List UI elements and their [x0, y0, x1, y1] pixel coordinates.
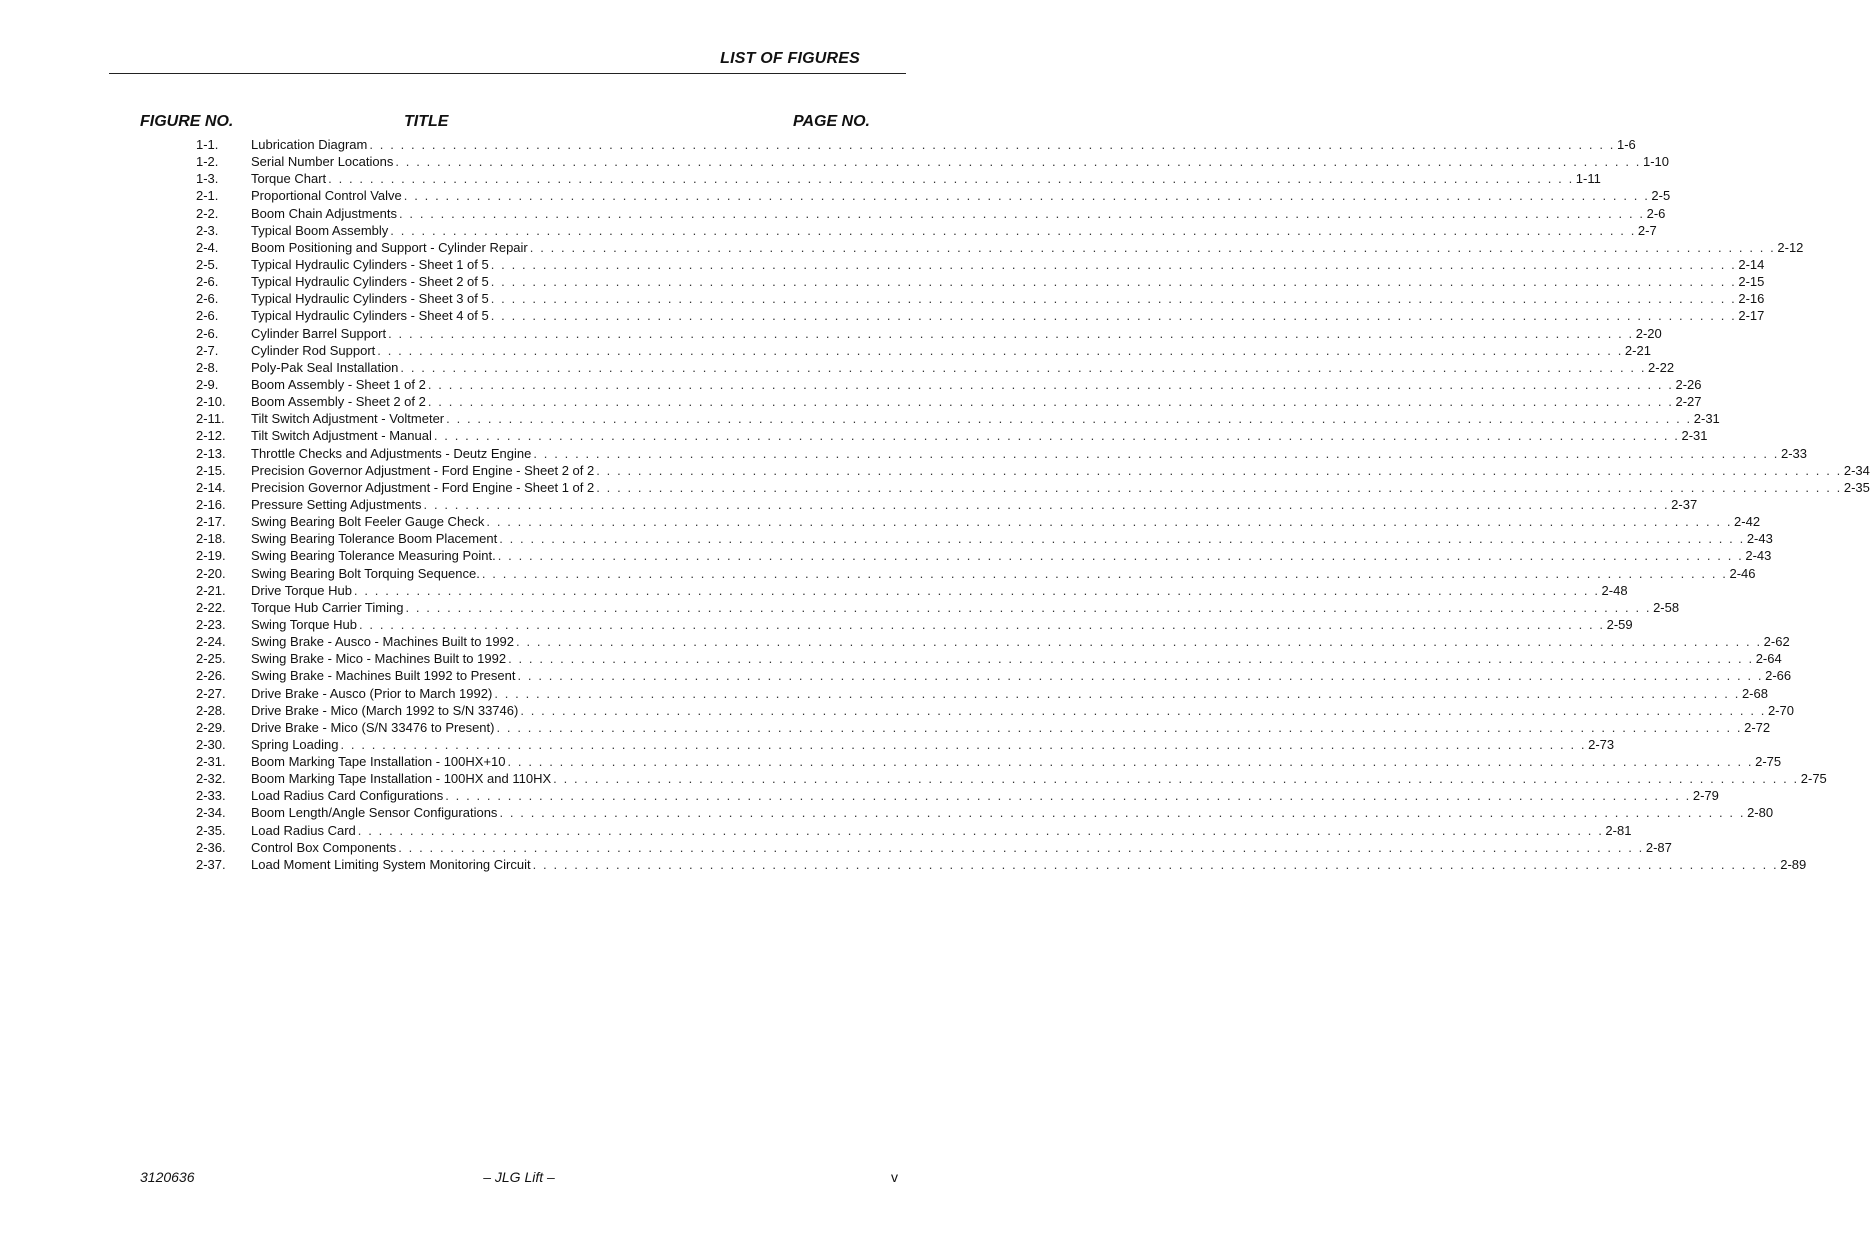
- figure-title: Drive Brake - Mico (March 1992 to S/N 33746): [251, 702, 519, 718]
- figure-list: [196, 136, 1870, 873]
- figure-page-number: 2-31: [1681, 428, 1708, 444]
- figure-page-number: 2-27: [1675, 394, 1702, 410]
- figure-title: Typical Hydraulic Cylinders - Sheet 1 of 5: [251, 256, 489, 272]
- figure-number: 2-34.: [196, 805, 226, 821]
- list-item[interactable]: [196, 547, 1772, 564]
- figure-page-number: 2-89: [1780, 856, 1807, 872]
- figure-number: 2-10.: [196, 394, 226, 410]
- figure-page-number: 2-59: [1606, 616, 1633, 632]
- dot-leader: . . . . . . . . . . . . . . . . . . . . . . . . . . . . . . . . . . . . . . . . . . . . . . . . . . . . . . . . . . . . . . . . . . . . . . . . . . . . . . . . . . . . . . . . . . . . . . . . . . . . . . . . . . . . . . . . . . . . . . . .: [369, 137, 1615, 152]
- list-item[interactable]: [196, 565, 1756, 582]
- dot-leader: . . . . . . . . . . . . . . . . . . . . . . . . . . . . . . . . . . . . . . . . . . . . . . . . . . . . . . . . . . . . . . . . . . . . . . . . . . . . . . . . . . . . . . . . . . . . . . . . . . . . . . . . . . . . . . . . . . . . . . . .: [427, 376, 1674, 392]
- figure-number: 1-2.: [196, 154, 219, 170]
- dot-leader: . . . . . . . . . . . . . . . . . . . . . . . . . . . . . . . . . . . . . . . . . . . . . . . . . . . . . . . . . . . . . . . . . . . . . . . . . . . . . . . . . . . . . . . . . . . . . . . . . . . . . . . . . . . . . . . . . . . . . . . .: [490, 256, 1737, 272]
- dot-leader: . . . . . . . . . . . . . . . . . . . . . . . . . . . . . . . . . . . . . . . . . . . . . . . . . . . . . . . . . . . . . . . . . . . . . . . . . . . . . . . . . . . . . . . . . . . . . . . . . . . . . . . . . . . . . . . . . . . . . . . .: [328, 171, 1574, 187]
- list-item[interactable]: [196, 187, 1671, 204]
- figure-number: 2-21.: [196, 582, 226, 598]
- list-item[interactable]: [196, 719, 1771, 736]
- figure-title: Boom Chain Adjustments: [251, 205, 397, 221]
- figure-page-number: 2-64: [1755, 651, 1782, 667]
- figure-number: 2-31.: [196, 754, 226, 770]
- dot-leader: . . . . . . . . . . . . . . . . . . . . . . . . . . . . . . . . . . . . . . . . . . . . . . . . . . . . . . . . . . . . . . . . . . . . . . . . . . . . . . . . . . . . . . . . . . . . . . . . . . . . . . . . . . . . . . . . . . . . . . . .: [520, 702, 1766, 718]
- dot-leader: . . . . . . . . . . . . . . . . . . . . . . . . . . . . . . . . . . . . . . . . . . . . . . . . . . . . . . . . . . . . . . . . . . . . . . . . . . . . . . . . . . . . . . . . . . . . . . . . . . . . . . . . . . . . . . . . . . . . . . . .: [340, 736, 1587, 752]
- dot-leader: . . . . . . . . . . . . . . . . . . . . . . . . . . . . . . . . . . . . . . . . . . . . . . . . . . . . . . . . . . . . . . . . . . . . . . . . . . . . . . . . . . . . . . . . . . . . . . . . . . . . . . . . . . . . . . . . . . . . . . . .: [497, 548, 1744, 564]
- figure-page-number: 2-37: [1671, 496, 1698, 512]
- figure-title: Boom Positioning and Support - Cylinder Repair: [251, 239, 528, 255]
- list-item[interactable]: [196, 496, 1698, 513]
- figure-page-number: 2-7: [1637, 222, 1657, 238]
- dot-leader: . . . . . . . . . . . . . . . . . . . . . . . . . . . . . . . . . . . . . . . . . . . . . . . . . . . . . . . . . . . . . . . . . . . . . . . . . . . . . . . . . . . . . . . . . . . . . . . . . . . . . . . . . . . . . . . . . . . . . . . .: [517, 668, 1764, 684]
- dot-leader: . . . . . . . . . . . . . . . . . . . . . . . . . . . . . . . . . . . . . . . . . . . . . . . . . . . . . . . . . . . . . . . . . . . . . . . . . . . . . . . . . . . . . . . . . . . . . . . . . . . . . . . . . . . . . . . . . . . . . . . .: [405, 599, 1652, 615]
- figure-number: 2-16.: [196, 496, 226, 512]
- list-item[interactable]: [196, 376, 1702, 393]
- figure-title: Cylinder Rod Support: [251, 342, 376, 358]
- figure-title: Swing Brake - Mico - Machines Built to 1992: [251, 651, 507, 667]
- list-item[interactable]: [196, 736, 1615, 753]
- dot-leader: . . . . . . . . . . . . . . . . . . . . . . . . . . . . . . . . . . . . . . . . . . . . . . . . . . . . . . . . . . . . . . . . . . . . . . . . . . . . . . . . . . . . . . . . . . . . . . . . . . . . . . . . . . . . . . . . . . . . . . . .: [357, 822, 1604, 838]
- figure-page-number: 2-48: [1601, 582, 1628, 598]
- figure-title: Throttle Checks and Adjustments - Deutz Engine: [251, 445, 532, 461]
- list-item[interactable]: [196, 239, 1804, 256]
- figure-number: 2-6.: [196, 325, 219, 341]
- dot-leader: . . . . . . . . . . . . . . . . . . . . . . . . . . . . . . . . . . . . . . . . . . . . . . . . . . . . . . . . . . . . . . . . . . . . . . . . . . . . . . . . . . . . . . . . . . . . . . . . . . . . . . . . . . . . . . . . . . . . . . . .: [398, 205, 1645, 221]
- figure-number: 2-3.: [196, 222, 219, 238]
- figure-number: 2-35.: [196, 822, 226, 838]
- figure-title: Typical Boom Assembly: [251, 222, 389, 238]
- header-divider: [109, 73, 906, 74]
- dot-leader: . . . . . . . . . . . . . . . . . . . . . . . . . . . . . . . . . . . . . . . . . . . . . . . . . . . . . . . . . . . . . . . . . . . . . . . . . . . . . . . . . . . . . . . . . . . . . . . . . . . . . . . . . . . . . . . . . . . . . . . .: [533, 445, 1779, 461]
- list-item[interactable]: [196, 410, 1720, 427]
- list-item[interactable]: [196, 136, 1636, 153]
- list-item[interactable]: [196, 205, 1666, 222]
- figure-title: Precision Governor Adjustment - Ford Engine - Sheet 1 of 2: [251, 479, 595, 495]
- dot-leader: . . . . . . . . . . . . . . . . . . . . . . . . . . . . . . . . . . . . . . . . . . . . . . . . . . . . . . . . . . . . . . . . . . . . . . . . . . . . . . . . . . . . . . . . . . . . . . . . . . . . . . . . . . . . . . . . . . . . . . . .: [398, 839, 1644, 855]
- list-item[interactable]: [196, 307, 1765, 324]
- dot-leader: . . . . . . . . . . . . . . . . . . . . . . . . . . . . . . . . . . . . . . . . . . . . . . . . . . . . . . . . . . . . . . . . . . . . . . . . . . . . . . . . . . . . . . . . . . . . . . . . . . . . . . . . . . . . . . . . . . . . . . . .: [377, 342, 1623, 358]
- figure-page-number: 2-66: [1765, 668, 1792, 684]
- figure-title: Typical Hydraulic Cylinders - Sheet 4 of 5: [251, 308, 489, 324]
- figure-page-number: 2-43: [1745, 548, 1772, 564]
- figure-title: Cylinder Barrel Support: [251, 325, 387, 341]
- figure-number: 2-9.: [196, 376, 219, 392]
- page-title: LIST OF FIGURES: [720, 50, 860, 67]
- document-number: 3120636: [140, 1169, 195, 1185]
- list-item[interactable]: [196, 256, 1765, 273]
- figure-number: 2-36.: [196, 839, 226, 855]
- column-header-title: TITLE: [404, 113, 449, 130]
- dot-leader: . . . . . . . . . . . . . . . . . . . . . . . . . . . . . . . . . . . . . . . . . . . . . . . . . . . . . . . . . . . . . . . . . . . . . . . . . . . . . . . . . . . . . . . . . . . . . . . . . . . . . . . . . . . . . . . . . . . . . . . .: [507, 754, 1754, 770]
- dot-leader: . . . . . . . . . . . . . . . . . . . . . . . . . . . . . . . . . . . . . . . . . . . . . . . . . . . . . . . . . . . . . . . . . . . . . . . . . . . . . . . . . . . . . . . . . . . . . . . . . . . . . . . . . . . . . . . . . . . . . . . .: [516, 634, 1762, 650]
- dot-leader: . . . . . . . . . . . . . . . . . . . . . . . . . . . . . . . . . . . . . . . . . . . . . . . . . . . . . . . . . . . . . . . . . . . . . . . . . . . . . . . . . . . . . . . . . . . . . . . . . . . . . . . . . . . . . . . . . . . . . . . .: [388, 325, 1634, 341]
- figure-page-number: 2-43: [1746, 531, 1773, 547]
- figure-page-number: 2-34: [1843, 462, 1870, 478]
- list-item[interactable]: [196, 822, 1632, 839]
- list-item[interactable]: [196, 753, 1782, 770]
- figure-title: Boom Assembly - Sheet 1 of 2: [251, 376, 426, 392]
- figure-page-number: 2-16: [1738, 291, 1765, 307]
- figure-title: Tilt Switch Adjustment - Manual: [251, 428, 432, 444]
- figure-title: Load Radius Card Configurations: [251, 788, 444, 804]
- figure-title: Tilt Switch Adjustment - Voltmeter: [251, 411, 445, 427]
- figure-page-number: 2-31: [1693, 411, 1720, 427]
- figure-page-number: 2-12: [1777, 239, 1804, 255]
- figure-title: Serial Number Locations: [251, 154, 394, 170]
- figure-page-number: 2-6: [1646, 205, 1666, 221]
- figure-title: Drive Torque Hub: [251, 582, 352, 598]
- figure-number: 2-29.: [196, 719, 226, 735]
- figure-number: 2-6.: [196, 291, 219, 307]
- list-item[interactable]: [196, 170, 1601, 187]
- figure-title: Proportional Control Valve: [251, 188, 402, 204]
- figure-title: Torque Chart: [251, 171, 327, 187]
- dot-leader: . . . . . . . . . . . . . . . . . . . . . . . . . . . . . . . . . . . . . . . . . . . . . . . . . . . . . . . . . . . . . . . . . . . . . . . . . . . . . . . . . . . . . . . . . . . . . . . . . . . . . . . . . . . . . . . . . . . . . . . .: [390, 222, 1636, 238]
- dot-leader: . . . . . . . . . . . . . . . . . . . . . . . . . . . . . . . . . . . . . . . . . . . . . . . . . . . . . . . . . . . . . . . . . . . . . . . . . . . . . . . . . . . . . . . . . . . . . . . . . . . . . . . . . . . . . . . . . . . . . . . .: [490, 308, 1737, 324]
- figure-page-number: 1-10: [1642, 154, 1670, 170]
- figure-title: Drive Brake - Ausco (Prior to March 1992): [251, 685, 493, 701]
- figure-number: 2-8.: [196, 359, 219, 375]
- dot-leader: . . . . . . . . . . . . . . . . . . . . . . . . . . . . . . . . . . . . . . . . . . . . . . . . . . . . . . . . . . . . . . . . . . . . . . . . . . . . . . . . . . . . . . . . . . . . . . . . . . . . . . . . . . . . . . . . . . . . . . . .: [496, 719, 1743, 735]
- figure-page-number: 2-72: [1744, 719, 1771, 735]
- figure-title: Load Moment Limiting System Monitoring Circuit: [251, 856, 531, 872]
- figure-number: 2-4.: [196, 239, 219, 255]
- dot-leader: . . . . . . . . . . . . . . . . . . . . . . . . . . . . . . . . . . . . . . . . . . . . . . . . . . . . . . . . . . . . . . . . . . . . . . . . . . . . . . . . . . . . . . . . . . . . . . . . . . . . . . . . . . . . . . . . . . . . . . . .: [400, 359, 1647, 375]
- dot-leader: . . . . . . . . . . . . . . . . . . . . . . . . . . . . . . . . . . . . . . . . . . . . . . . . . . . . . . . . . . . . . . . . . . . . . . . . . . . . . . . . . . . . . . . . . . . . . . . . . . . . . . . . . . . . . . . . . . . . . . . .: [427, 394, 1674, 410]
- dot-leader: . . . . . . . . . . . . . . . . . . . . . . . . . . . . . . . . . . . . . . . . . . . . . . . . . . . . . . . . . . . . . . . . . . . . . . . . . . . . . . . . . . . . . . . . . . . . . . . . . . . . . . . . . . . . . . . . . . . . . . . .: [494, 685, 1740, 701]
- figure-title: Load Radius Card: [251, 822, 356, 838]
- figure-number: 1-1.: [196, 137, 219, 152]
- figure-page-number: 2-68: [1741, 685, 1768, 701]
- figure-title: Spring Loading: [251, 736, 339, 752]
- figure-number: 2-17.: [196, 514, 226, 530]
- figure-page-number: 2-5: [1651, 188, 1671, 204]
- figure-page-number: 2-46: [1729, 565, 1756, 581]
- list-item[interactable]: [196, 462, 1870, 479]
- dot-leader: . . . . . . . . . . . . . . . . . . . . . . . . . . . . . . . . . . . . . . . . . . . . . . . . . . . . . . . . . . . . . . . . . . . . . . . . . . . . . . . . . . . . . . . . . . . . . . . . . . . . . . . . . . . . . . . . . . . . . . . .: [490, 291, 1737, 307]
- figure-title: Swing Brake - Ausco - Machines Built to 1992: [251, 634, 515, 650]
- list-item[interactable]: [196, 599, 1680, 616]
- figure-number: 2-13.: [196, 445, 226, 461]
- dot-leader: . . . . . . . . . . . . . . . . . . . . . . . . . . . . . . . . . . . . . . . . . . . . . . . . . . . . . . . . . . . . . . . . . . . . . . . . . . . . . . . . . . . . . . . . . . . . . . . . . . . . . . . . . . . . . . . . . . . . . . . .: [499, 805, 1746, 821]
- figure-number: 2-7.: [196, 342, 219, 358]
- figure-number: 2-27.: [196, 685, 226, 701]
- figure-number: 2-24.: [196, 634, 226, 650]
- figure-title: Poly-Pak Seal Installation: [251, 359, 399, 375]
- list-item[interactable]: [196, 770, 1827, 787]
- figure-page-number: 2-33: [1781, 445, 1808, 461]
- list-item[interactable]: [196, 616, 1633, 633]
- figure-title: Pressure Setting Adjustments: [251, 496, 422, 512]
- figure-page-number: 2-17: [1738, 308, 1765, 324]
- figure-page-number: 2-79: [1692, 788, 1719, 804]
- list-item[interactable]: [196, 787, 1719, 804]
- figure-title: Drive Brake - Mico (S/N 33476 to Present): [251, 719, 495, 735]
- list-item[interactable]: [196, 856, 1807, 873]
- figure-number: 2-15.: [196, 462, 226, 478]
- figure-title: Boom Length/Angle Sensor Configurations: [251, 805, 498, 821]
- dot-leader: . . . . . . . . . . . . . . . . . . . . . . . . . . . . . . . . . . . . . . . . . . . . . . . . . . . . . . . . . . . . . . . . . . . . . . . . . . . . . . . . . . . . . . . . . . . . . . . . . . . . . . . . . . . . . . . . . . . . . . . .: [596, 462, 1842, 478]
- figure-title: Swing Bearing Tolerance Measuring Point.: [251, 548, 496, 564]
- list-item[interactable]: [196, 342, 1651, 359]
- dot-leader: . . . . . . . . . . . . . . . . . . . . . . . . . . . . . . . . . . . . . . . . . . . . . . . . . . . . . . . . . . . . . . . . . . . . . . . . . . . . . . . . . . . . . . . . . . . . . . . . . . . . . . . . . . . . . . . . . . . . . . . .: [532, 856, 1779, 872]
- dot-leader: . . . . . . . . . . . . . . . . . . . . . . . . . . . . . . . . . . . . . . . . . . . . . . . . . . . . . . . . . . . . . . . . . . . . . . . . . . . . . . . . . . . . . . . . . . . . . . . . . . . . . . . . . . . . . . . . . . . . . . . .: [508, 651, 1754, 667]
- list-item[interactable]: [196, 582, 1628, 599]
- figure-page-number: 2-14: [1738, 256, 1765, 272]
- figure-page-number: 2-15: [1738, 274, 1765, 290]
- figure-number: 2-19.: [196, 548, 226, 564]
- figure-page-number: 2-80: [1747, 805, 1774, 821]
- figure-number: 2-28.: [196, 702, 226, 718]
- dot-leader: . . . . . . . . . . . . . . . . . . . . . . . . . . . . . . . . . . . . . . . . . . . . . . . . . . . . . . . . . . . . . . . . . . . . . . . . . . . . . . . . . . . . . . . . . . . . . . . . . . . . . . . . . . . . . . . . . . . . . . . .: [490, 274, 1737, 290]
- figure-page-number: 2-75: [1800, 771, 1827, 787]
- figure-number: 2-12.: [196, 428, 226, 444]
- figure-page-number: 2-58: [1653, 599, 1680, 615]
- figure-title: Lubrication Diagram: [251, 137, 368, 152]
- dot-leader: . . . . . . . . . . . . . . . . . . . . . . . . . . . . . . . . . . . . . . . . . . . . . . . . . . . . . . . . . . . . . . . . . . . . . . . . . . . . . . . . . . . . . . . . . . . . . . . . . . . . . . . . . . . . . . . . . . . . . . . .: [481, 565, 1728, 581]
- dot-leader: . . . . . . . . . . . . . . . . . . . . . . . . . . . . . . . . . . . . . . . . . . . . . . . . . . . . . . . . . . . . . . . . . . . . . . . . . . . . . . . . . . . . . . . . . . . . . . . . . . . . . . . . . . . . . . . . . . . . . . . .: [596, 479, 1842, 495]
- dot-leader: . . . . . . . . . . . . . . . . . . . . . . . . . . . . . . . . . . . . . . . . . . . . . . . . . . . . . . . . . . . . . . . . . . . . . . . . . . . . . . . . . . . . . . . . . . . . . . . . . . . . . . . . . . . . . . . . . . . . . . . .: [423, 496, 1670, 512]
- list-item[interactable]: [196, 702, 1794, 719]
- list-item[interactable]: [196, 685, 1768, 702]
- figure-title: Swing Bearing Bolt Feeler Gauge Check: [251, 514, 485, 530]
- list-item[interactable]: [196, 325, 1662, 342]
- column-header-page-no: PAGE NO.: [792, 113, 870, 130]
- figure-page-number: 2-26: [1675, 376, 1702, 392]
- figure-number: 2-1.: [196, 188, 219, 204]
- figure-number: 2-18.: [196, 531, 226, 547]
- figure-number: 2-5.: [196, 256, 219, 272]
- dot-leader: . . . . . . . . . . . . . . . . . . . . . . . . . . . . . . . . . . . . . . . . . . . . . . . . . . . . . . . . . . . . . . . . . . . . . . . . . . . . . . . . . . . . . . . . . . . . . . . . . . . . . . . . . . . . . . . . . . . . . . . .: [529, 239, 1776, 255]
- figure-title: Precision Governor Adjustment - Ford Engine - Sheet 2 of 2: [251, 462, 595, 478]
- dot-leader: . . . . . . . . . . . . . . . . . . . . . . . . . . . . . . . . . . . . . . . . . . . . . . . . . . . . . . . . . . . . . . . . . . . . . . . . . . . . . . . . . . . . . . . . . . . . . . . . . . . . . . . . . . . . . . . . . . . . . . . .: [553, 771, 1799, 787]
- figure-page-number: 2-22: [1648, 359, 1675, 375]
- column-header-figure-no: FIGURE NO.: [140, 113, 234, 130]
- figure-page-number: 1-6: [1616, 137, 1636, 152]
- figure-page-number: 2-75: [1755, 754, 1782, 770]
- figure-number: 1-3.: [196, 171, 219, 187]
- list-item[interactable]: [196, 633, 1790, 650]
- figure-number: 2-32.: [196, 771, 226, 787]
- list-item[interactable]: [196, 650, 1782, 667]
- figure-page-number: 2-20: [1635, 325, 1662, 341]
- list-item[interactable]: [196, 445, 1808, 462]
- figure-title: Torque Hub Carrier Timing: [251, 599, 404, 615]
- figure-page-number: 2-73: [1588, 736, 1615, 752]
- dot-leader: . . . . . . . . . . . . . . . . . . . . . . . . . . . . . . . . . . . . . . . . . . . . . . . . . . . . . . . . . . . . . . . . . . . . . . . . . . . . . . . . . . . . . . . . . . . . . . . . . . . . . . . . . . . . . . . . . . . . . . . .: [353, 582, 1600, 598]
- list-item[interactable]: [196, 513, 1761, 530]
- figure-number: 2-6.: [196, 274, 219, 290]
- list-item[interactable]: [196, 427, 1708, 444]
- figure-number: 2-6.: [196, 308, 219, 324]
- figure-number: 2-22.: [196, 599, 226, 615]
- figure-title: Boom Marking Tape Installation - 100HX and 110HX: [251, 771, 552, 787]
- figure-number: 2-37.: [196, 856, 226, 872]
- list-item[interactable]: [196, 273, 1765, 290]
- list-item[interactable]: [196, 222, 1657, 239]
- figure-number: 2-23.: [196, 616, 226, 632]
- list-item[interactable]: [196, 804, 1774, 821]
- figure-page-number: 2-87: [1645, 839, 1672, 855]
- figure-number: 2-30.: [196, 736, 226, 752]
- list-item[interactable]: [196, 479, 1870, 496]
- figure-page-number: 2-70: [1767, 702, 1794, 718]
- figure-number: 2-11.: [196, 411, 225, 427]
- dot-leader: . . . . . . . . . . . . . . . . . . . . . . . . . . . . . . . . . . . . . . . . . . . . . . . . . . . . . . . . . . . . . . . . . . . . . . . . . . . . . . . . . . . . . . . . . . . . . . . . . . . . . . . . . . . . . . . . . . . . . . . .: [446, 411, 1692, 427]
- page-number: v: [891, 1169, 898, 1185]
- figure-title: Swing Torque Hub: [251, 616, 357, 632]
- dot-leader: . . . . . . . . . . . . . . . . . . . . . . . . . . . . . . . . . . . . . . . . . . . . . . . . . . . . . . . . . . . . . . . . . . . . . . . . . . . . . . . . . . . . . . . . . . . . . . . . . . . . . . . . . . . . . . . . . . . . . . . .: [359, 616, 1605, 632]
- list-item[interactable]: [196, 290, 1765, 307]
- figure-title: Swing Bearing Bolt Torquing Sequence.: [251, 565, 480, 581]
- figure-number: 2-33.: [196, 788, 226, 804]
- figure-number: 2-20.: [196, 565, 226, 581]
- figure-title: Control Box Components: [251, 839, 397, 855]
- dot-leader: . . . . . . . . . . . . . . . . . . . . . . . . . . . . . . . . . . . . . . . . . . . . . . . . . . . . . . . . . . . . . . . . . . . . . . . . . . . . . . . . . . . . . . . . . . . . . . . . . . . . . . . . . . . . . . . . . . . . . . . .: [445, 788, 1691, 804]
- figure-page-number: 2-42: [1734, 514, 1761, 530]
- dot-leader: . . . . . . . . . . . . . . . . . . . . . . . . . . . . . . . . . . . . . . . . . . . . . . . . . . . . . . . . . . . . . . . . . . . . . . . . . . . . . . . . . . . . . . . . . . . . . . . . . . . . . . . . . . . . . . . . . . . . . . . .: [395, 154, 1641, 170]
- list-item[interactable]: [196, 530, 1773, 547]
- figure-title: Swing Brake - Machines Built 1992 to Present: [251, 668, 516, 684]
- figure-title: Boom Marking Tape Installation - 100HX+10: [251, 754, 506, 770]
- figure-page-number: 2-21: [1624, 342, 1651, 358]
- list-item[interactable]: [196, 359, 1675, 376]
- dot-leader: . . . . . . . . . . . . . . . . . . . . . . . . . . . . . . . . . . . . . . . . . . . . . . . . . . . . . . . . . . . . . . . . . . . . . . . . . . . . . . . . . . . . . . . . . . . . . . . . . . . . . . . . . . . . . . . . . . . . . . . .: [499, 531, 1745, 547]
- figure-page-number: 2-62: [1763, 634, 1790, 650]
- list-item[interactable]: [196, 393, 1702, 410]
- dot-leader: . . . . . . . . . . . . . . . . . . . . . . . . . . . . . . . . . . . . . . . . . . . . . . . . . . . . . . . . . . . . . . . . . . . . . . . . . . . . . . . . . . . . . . . . . . . . . . . . . . . . . . . . . . . . . . . . . . . . . . . .: [486, 514, 1733, 530]
- figure-title: Boom Assembly - Sheet 2 of 2: [251, 394, 426, 410]
- figure-page-number: 2-35: [1843, 479, 1870, 495]
- figure-number: 2-14.: [196, 479, 226, 495]
- figure-page-number: 1-11: [1575, 171, 1601, 187]
- figure-page-number: 2-81: [1605, 822, 1632, 838]
- list-item[interactable]: [196, 667, 1792, 684]
- figure-title: Typical Hydraulic Cylinders - Sheet 3 of 5: [251, 291, 489, 307]
- figure-title: Typical Hydraulic Cylinders - Sheet 2 of 5: [251, 274, 489, 290]
- list-item[interactable]: [196, 839, 1672, 856]
- figure-number: 2-25.: [196, 651, 226, 667]
- figure-number: 2-2.: [196, 205, 219, 221]
- dot-leader: . . . . . . . . . . . . . . . . . . . . . . . . . . . . . . . . . . . . . . . . . . . . . . . . . . . . . . . . . . . . . . . . . . . . . . . . . . . . . . . . . . . . . . . . . . . . . . . . . . . . . . . . . . . . . . . . . . . . . . . .: [403, 188, 1650, 204]
- dot-leader: . . . . . . . . . . . . . . . . . . . . . . . . . . . . . . . . . . . . . . . . . . . . . . . . . . . . . . . . . . . . . . . . . . . . . . . . . . . . . . . . . . . . . . . . . . . . . . . . . . . . . . . . . . . . . . . . . . . . . . . .: [433, 428, 1680, 444]
- publisher-label: – JLG Lift –: [483, 1169, 555, 1185]
- figure-number: 2-26.: [196, 668, 226, 684]
- list-item[interactable]: [196, 153, 1670, 170]
- figure-title: Swing Bearing Tolerance Boom Placement: [251, 531, 498, 547]
